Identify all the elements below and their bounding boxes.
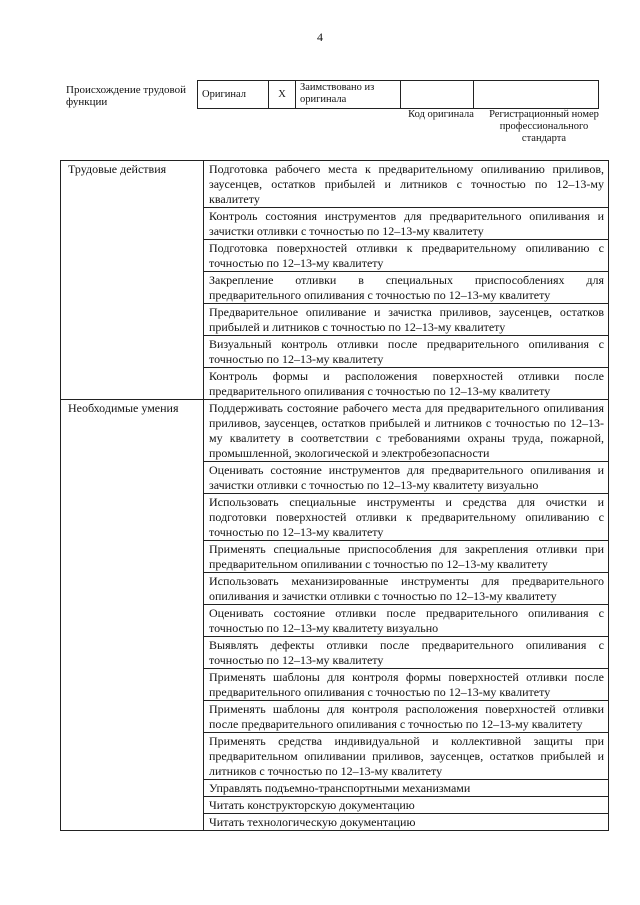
section-item: Оценивать состояние инструментов для предварительного опиливания и зачистки отливки с точностью по 12–13-му квалитету визуально — [204, 462, 609, 494]
original-cell: Оригинал — [198, 81, 269, 109]
code-cell — [401, 81, 474, 109]
table-row — [61, 161, 609, 208]
section-item: Применять шаблоны для контроля формы поверхностей отливки после предварительного опиливания с точностью по 12–13-му квалитету — [204, 669, 609, 701]
table-row — [61, 400, 609, 462]
section-item: Контроль формы и расположения поверхностей отливки после предварительного опиливания с точностью по 12–13-му квалитету — [204, 368, 609, 400]
section-item: Закрепление отливки в специальных приспособлениях для предварительного опиливания с точностью по 12–13-му квалитету — [204, 272, 609, 304]
section-item: Читать технологическую документацию — [204, 814, 609, 831]
section-item: Поддерживать состояние рабочего места для предварительного опиливания приливов, заусенцев, остатков прибылей и литников с точностью по 12–13-му квалитету в соответствии с требованиями охраны труда, пожарной, промышленной, экологической и электробезопасности — [204, 400, 609, 462]
section-item: Оценивать состояние отливки после предварительного опиливания с точностью по 12–13-му квалитету визуально — [204, 605, 609, 637]
section-item: Выявлять дефекты отливки после предварительного опиливания с точностью по 12–13-му квалитету — [204, 637, 609, 669]
section-item: Подготовка рабочего места к предварительному опиливанию приливов, заусенцев, остатков прибылей и литников с точностью по 12–13-му квалитету — [204, 161, 609, 208]
section-item: Применять средства индивидуальной и коллективной защиты при предварительном опиливании приливов, заусенцев, остатков прибылей и литников с точностью по 12–13-му квалитету — [204, 733, 609, 780]
reg-number-cell — [474, 81, 599, 109]
section-item: Предварительное опиливание и зачистка приливов, заусенцев, остатков прибылей и литников с точностью по 12–13-му квалитету — [204, 304, 609, 336]
original-mark: X — [269, 81, 296, 109]
section-title: Трудовые действия — [61, 161, 204, 400]
section-item: Визуальный контроль отливки после предварительного опиливания с точностью по 12–13-му квалитету — [204, 336, 609, 368]
section-item: Применять специальные приспособления для закрепления отливки при предварительном опиливании с точностью по 12–13-му квалитету — [204, 541, 609, 573]
borrowed-cell: Заимствовано из оригинала — [296, 81, 401, 109]
section-title: Необходимые умения — [61, 400, 204, 831]
section-item: Управлять подъемно-транспортными механизмами — [204, 780, 609, 797]
page-number: 4 — [317, 30, 323, 44]
section-item: Читать конструкторскую документацию — [204, 797, 609, 814]
section-item: Использовать специальные инструменты и средства для очистки и подготовки поверхностей отливки к предварительному опиливанию с точностью по 12–13-му квалитету — [204, 494, 609, 541]
section-item: Подготовка поверхностей отливки к предварительному опиливанию с точностью по 12–13-му квалитету — [204, 240, 609, 272]
code-original-label: Код оригинала — [408, 109, 474, 120]
origin-table — [197, 80, 599, 109]
registration-number-label: Регистрационный номер профессионального стандарта — [489, 109, 599, 144]
section-item: Использовать механизированные инструменты для предварительного опиливания и зачистки отливки с точностью по 12–13-му квалитету — [204, 573, 609, 605]
section-item: Контроль состояния инструментов для предварительного опиливания и зачистки отливки с точностью по 12–13-му квалитету — [204, 208, 609, 240]
functions-table — [60, 160, 609, 831]
section-item: Применять шаблоны для контроля расположения поверхностей отливки после предварительного опиливания с точностью по 12–13-му квалитету — [204, 701, 609, 733]
origin-label: Происхождение трудовой функции — [66, 84, 187, 108]
